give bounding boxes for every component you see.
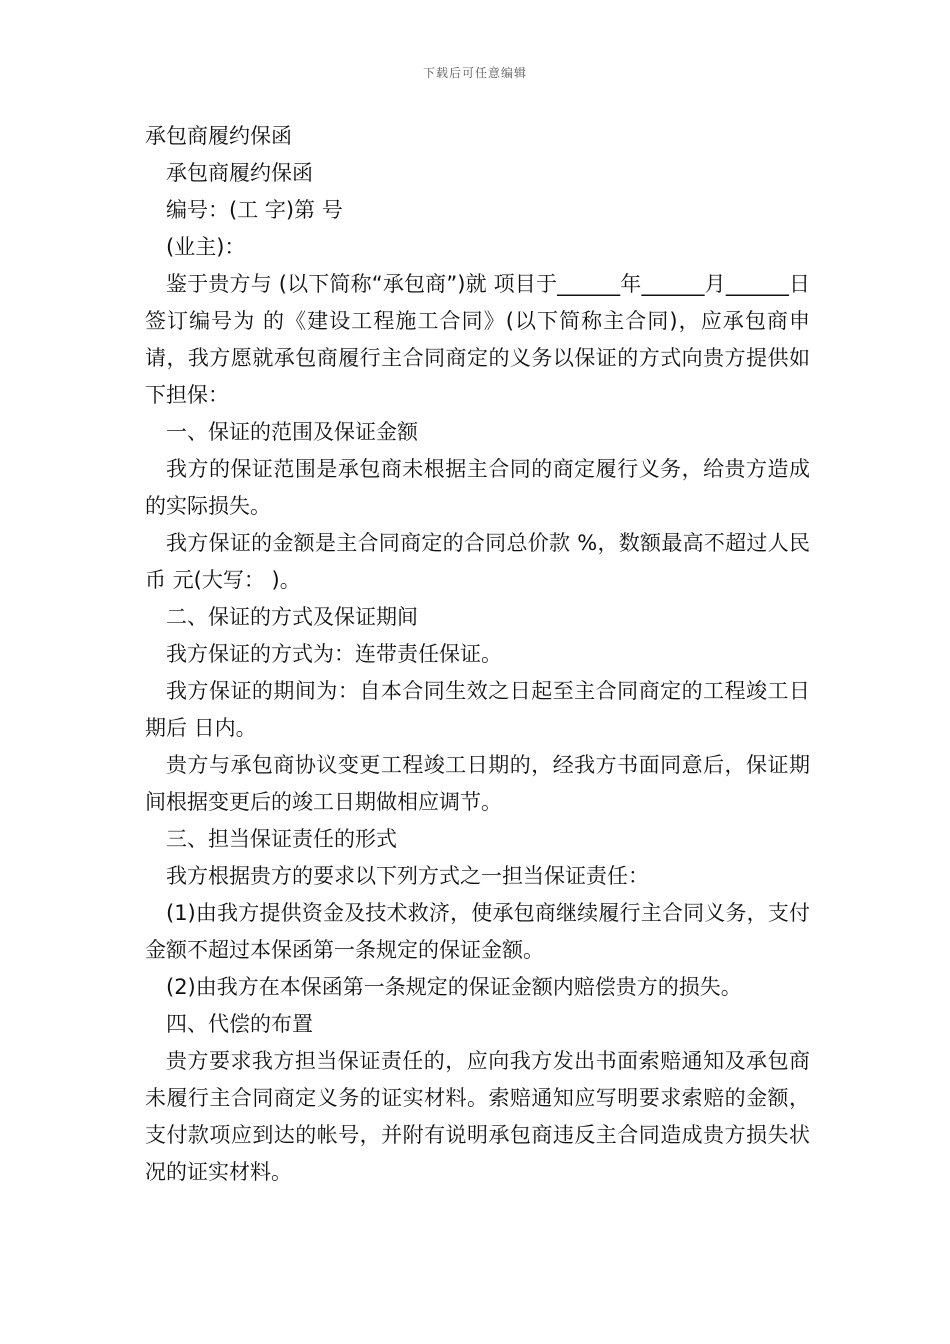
paragraph-scope: 我方的保证范围是承包商未根据主合同的商定履行义务，给贵方造成的实际损失。 [145,457,810,518]
document-body [145,118,810,1191]
paragraph-amount: 我方保证的金额是主合同商定的合同总价款 %，数额最高不超过人民币 元(大写： )。 [145,531,810,592]
paragraph-guarantee-type: 我方保证的方式为：连带责任保证。 [166,642,502,666]
section-heading-3: 三、担当保证责任的形式 [166,827,397,851]
paragraph-addressee: (业主)： [166,235,246,259]
paragraph-guarantee-period: 我方保证的期间为：自本合同生效之日起至主合同商定的工程竣工日期后 日内。 [145,679,810,740]
section-heading-1: 一、保证的范围及保证金额 [166,420,418,444]
document-title: 承包商履约保函 [145,124,292,148]
page-header-note: 下载后可任意编辑 [422,66,527,80]
paragraph-number: 编号：(工 字)第 号 [166,198,343,222]
paragraph-preamble: 鉴于贵方与 (以下简称“承包商”)就 项目于______年______月______日签订编号为 的《建设工程施工合同》(以下简称主合同)，应承包商申请，我方愿就承包商履行主合同商定的义务以保证的方式向贵方提供如下担保： [145,272,810,407]
section-heading-2: 二、保证的方式及保证期间 [166,605,418,629]
paragraph-heading: 承包商履约保函 [166,161,313,185]
section-heading-4: 四、代偿的布置 [166,1012,313,1036]
paragraph-liability-forms: 我方根据贵方的要求以下列方式之一担当保证责任： [166,864,649,888]
list-item-2: (2)由我方在本保函第一条规定的保证金额内赔偿贵方的损失。 [166,975,742,999]
paragraph-period-change: 贵方与承包商协议变更工程竣工日期的，经我方书面同意后，保证期间根据变更后的竣工日期做相应调节。 [145,753,810,814]
list-item-1: (1)由我方提供资金及技术救济，使承包商继续履行主合同义务，支付金额不超过本保函第一条规定的保证金额。 [145,901,810,962]
paragraph-claim-procedure: 贵方要求我方担当保证责任的，应向我方发出书面索赔通知及承包商未履行主合同商定义务的证实材料。索赔通知应写明要求索赔的金额，支付款项应到达的帐号，并附有说明承包商违反主合同造成贵方损失状况的证实材料。 [145,1049,810,1184]
